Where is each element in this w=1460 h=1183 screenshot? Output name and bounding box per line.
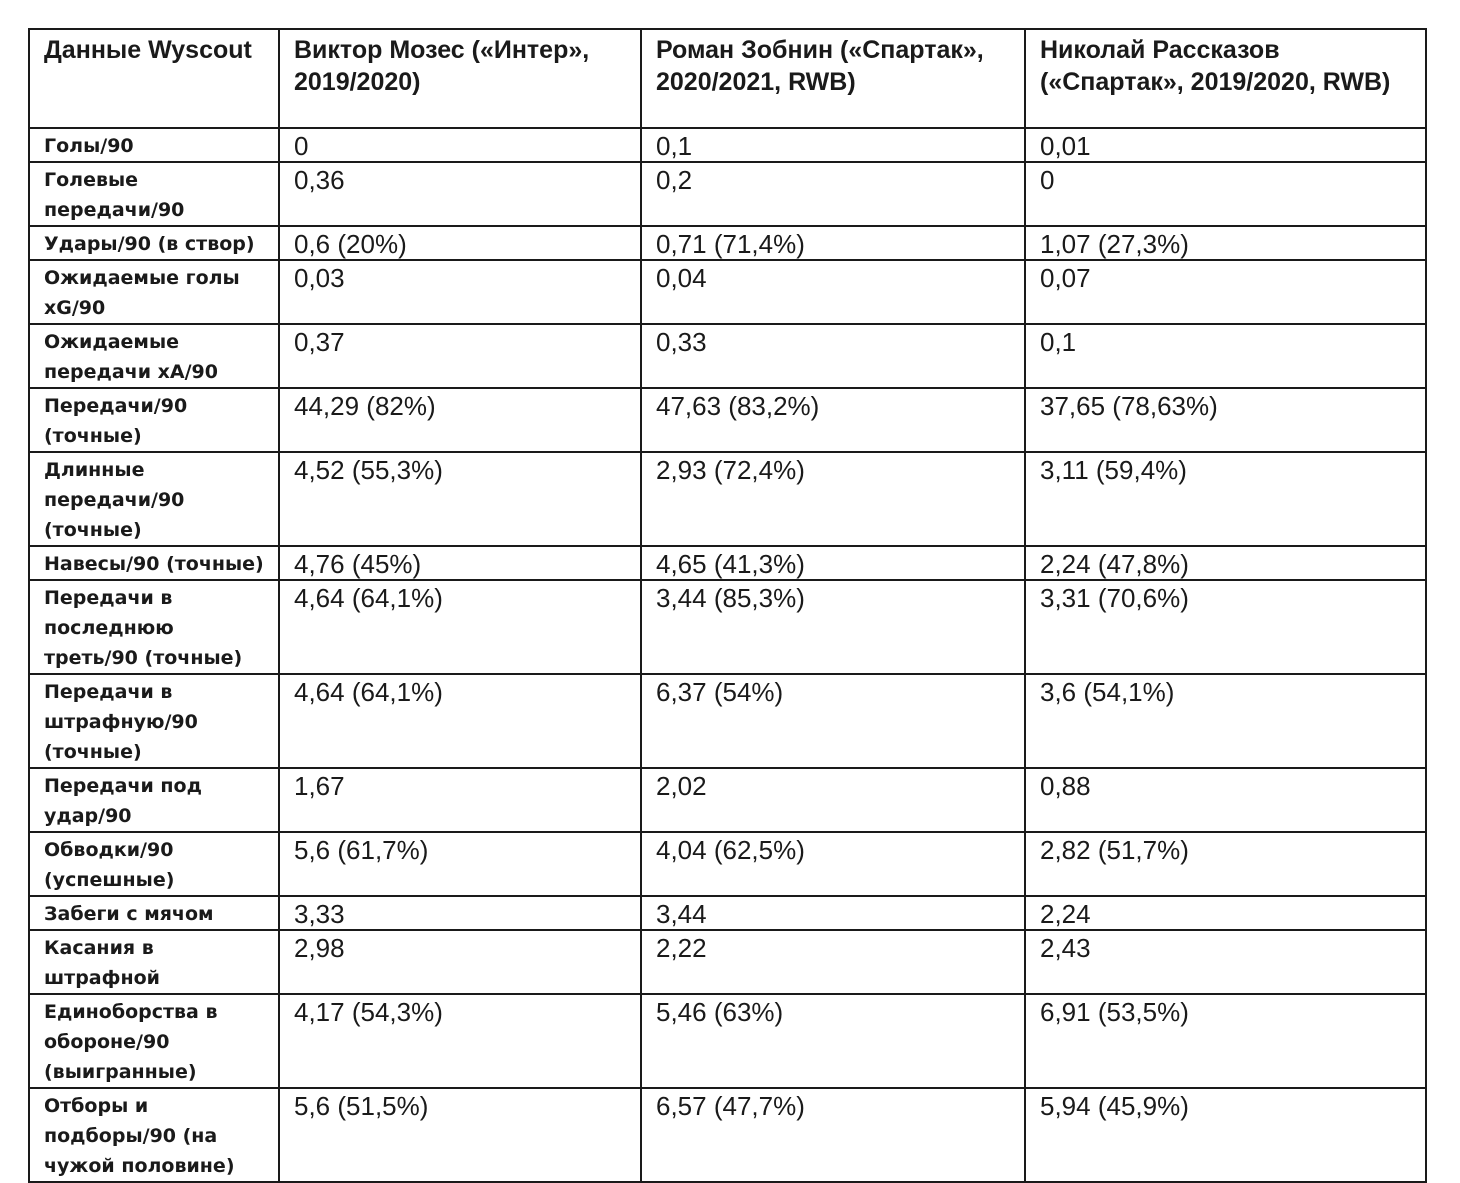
table-row (29, 580, 1426, 674)
value-cell: 1,67 (279, 768, 641, 832)
value-cell: 4,64 (64,1%) (279, 580, 641, 674)
row-label: Передачи под удар/90 (29, 768, 279, 832)
table-row (29, 226, 1426, 260)
value-cell: 0,03 (279, 260, 641, 324)
value-cell: 4,65 (41,3%) (641, 546, 1025, 580)
value-cell: 0,33 (641, 324, 1025, 388)
value-cell: 4,76 (45%) (279, 546, 641, 580)
value-cell: 3,6 (54,1%) (1025, 674, 1426, 768)
table-row (29, 260, 1426, 324)
value-cell: 0,04 (641, 260, 1025, 324)
row-label: Длинные передачи/90 (точные) (29, 452, 279, 546)
value-cell: 4,52 (55,3%) (279, 452, 641, 546)
row-label: Навесы/90 (точные) (29, 546, 279, 580)
value-cell: 3,33 (279, 896, 641, 930)
stats-comparison-table (28, 28, 1427, 1183)
value-cell: 2,82 (51,7%) (1025, 832, 1426, 896)
row-label: Обводки/90 (успешные) (29, 832, 279, 896)
table-row (29, 388, 1426, 452)
row-label: Касания в штрафной (29, 930, 279, 994)
value-cell: 3,31 (70,6%) (1025, 580, 1426, 674)
header-row (29, 29, 1426, 128)
value-cell: 0,07 (1025, 260, 1426, 324)
header-player-zobnin: Роман Зобнин («Спартак», 2020/2021, RWB) (641, 29, 1025, 128)
table-row (29, 768, 1426, 832)
value-cell: 2,93 (72,4%) (641, 452, 1025, 546)
row-label: Отборы и подборы/90 (на чужой половине) (29, 1088, 279, 1182)
value-cell: 0,36 (279, 162, 641, 226)
value-cell: 2,02 (641, 768, 1025, 832)
value-cell: 6,57 (47,7%) (641, 1088, 1025, 1182)
value-cell: 44,29 (82%) (279, 388, 641, 452)
value-cell: 3,44 (641, 896, 1025, 930)
value-cell: 2,24 (1025, 896, 1426, 930)
value-cell: 6,91 (53,5%) (1025, 994, 1426, 1088)
header-metric: Данные Wyscout (29, 29, 279, 128)
value-cell: 0,6 (20%) (279, 226, 641, 260)
value-cell: 5,46 (63%) (641, 994, 1025, 1088)
row-label: Голевые передачи/90 (29, 162, 279, 226)
table-row (29, 324, 1426, 388)
value-cell: 0 (1025, 162, 1426, 226)
row-label: Ожидаемые передачи xA/90 (29, 324, 279, 388)
value-cell: 1,07 (27,3%) (1025, 226, 1426, 260)
value-cell: 47,63 (83,2%) (641, 388, 1025, 452)
value-cell: 0,01 (1025, 128, 1426, 162)
row-label: Голы/90 (29, 128, 279, 162)
value-cell: 0,1 (1025, 324, 1426, 388)
value-cell: 4,17 (54,3%) (279, 994, 641, 1088)
value-cell: 2,98 (279, 930, 641, 994)
table-row (29, 162, 1426, 226)
value-cell: 2,22 (641, 930, 1025, 994)
row-label: Передачи в штрафную/90 (точные) (29, 674, 279, 768)
table-row (29, 1088, 1426, 1182)
table-row (29, 128, 1426, 162)
value-cell: 5,6 (51,5%) (279, 1088, 641, 1182)
table-row (29, 832, 1426, 896)
row-label: Ожидаемые голы xG/90 (29, 260, 279, 324)
header-player-rasskazov: Николай Рассказов («Спартак», 2019/2020, RWB) (1025, 29, 1426, 128)
value-cell: 0,71 (71,4%) (641, 226, 1025, 260)
value-cell: 0,1 (641, 128, 1025, 162)
row-label: Единоборства в обороне/90 (выигранные) (29, 994, 279, 1088)
value-cell: 2,43 (1025, 930, 1426, 994)
value-cell: 37,65 (78,63%) (1025, 388, 1426, 452)
value-cell: 6,37 (54%) (641, 674, 1025, 768)
row-label: Удары/90 (в створ) (29, 226, 279, 260)
value-cell: 0,2 (641, 162, 1025, 226)
row-label: Передачи в последнюю треть/90 (точные) (29, 580, 279, 674)
row-label: Передачи/90 (точные) (29, 388, 279, 452)
table-row (29, 452, 1426, 546)
value-cell: 4,64 (64,1%) (279, 674, 641, 768)
value-cell: 5,6 (61,7%) (279, 832, 641, 896)
value-cell: 0,88 (1025, 768, 1426, 832)
header-player-moses: Виктор Мозес («Интер», 2019/2020) (279, 29, 641, 128)
value-cell: 3,44 (85,3%) (641, 580, 1025, 674)
value-cell: 4,04 (62,5%) (641, 832, 1025, 896)
value-cell: 2,24 (47,8%) (1025, 546, 1426, 580)
table-row (29, 930, 1426, 994)
row-label: Забеги с мячом (29, 896, 279, 930)
value-cell: 0,37 (279, 324, 641, 388)
value-cell: 5,94 (45,9%) (1025, 1088, 1426, 1182)
table-row (29, 674, 1426, 768)
value-cell: 0 (279, 128, 641, 162)
table-row (29, 896, 1426, 930)
value-cell: 3,11 (59,4%) (1025, 452, 1426, 546)
table-row (29, 994, 1426, 1088)
table-row (29, 546, 1426, 580)
